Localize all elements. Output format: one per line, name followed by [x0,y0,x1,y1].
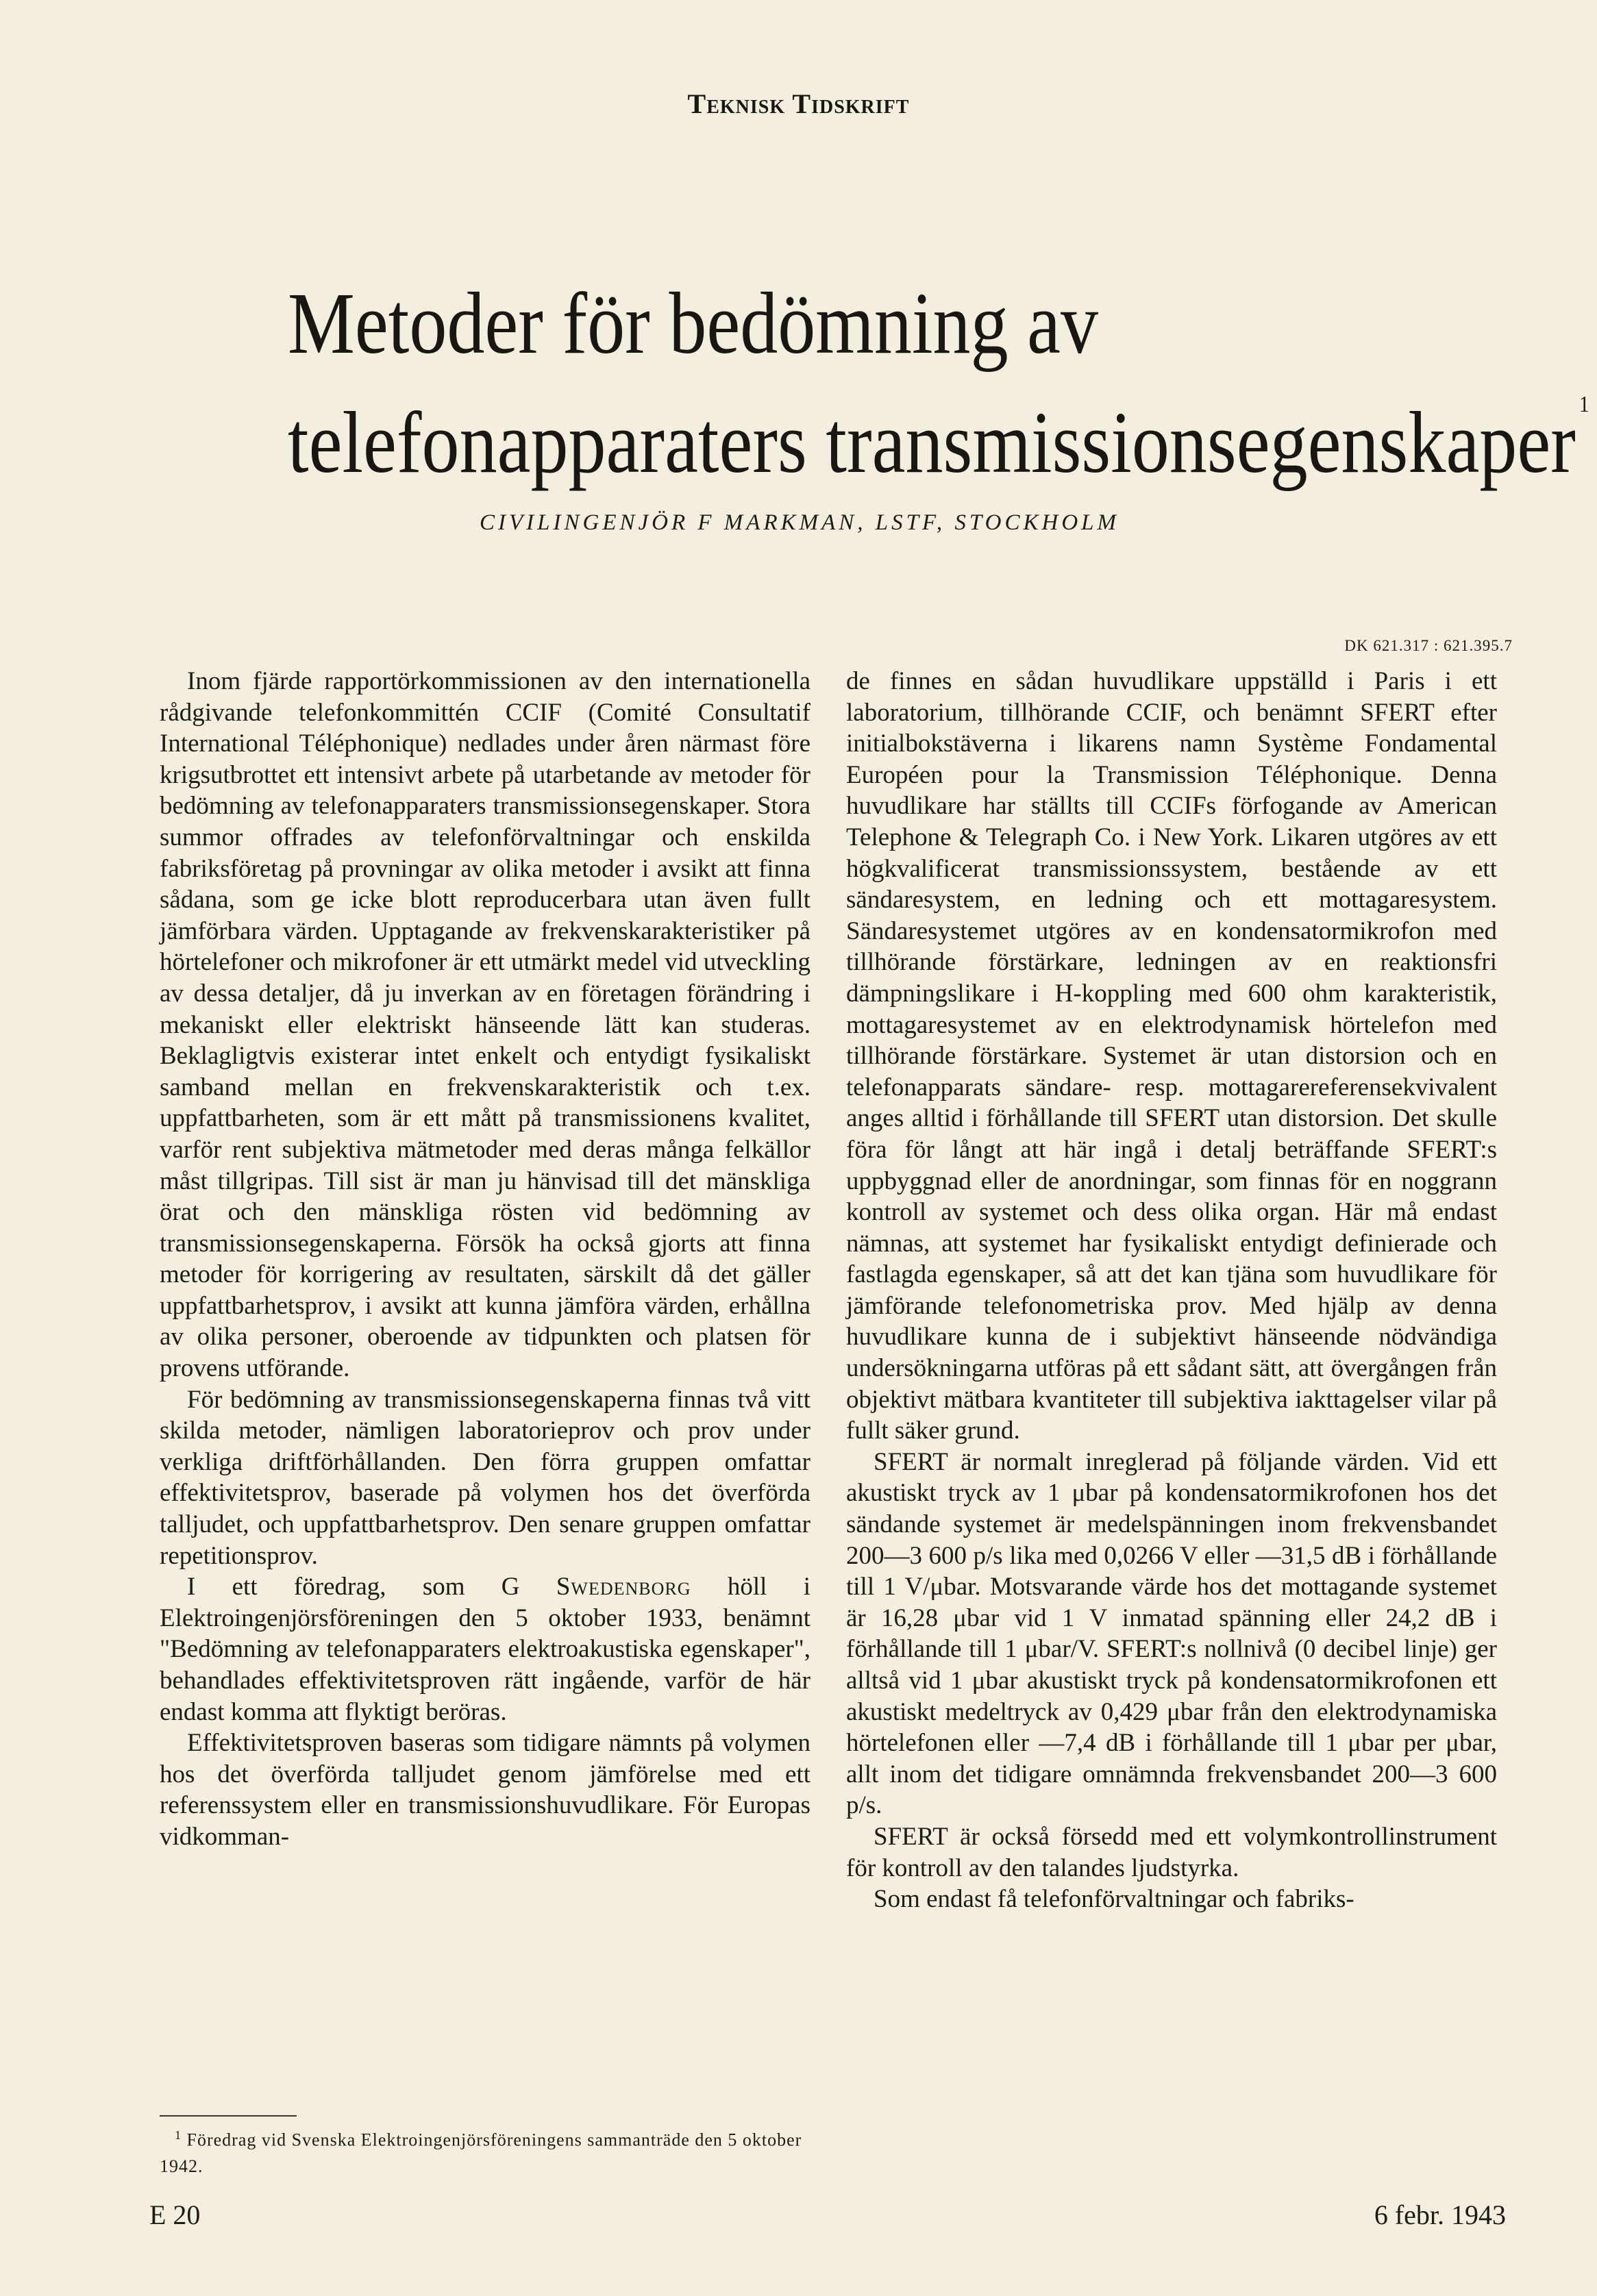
paragraph: För bedömning av transmissionsegenskaperna finnas två vitt skilda metoder, nämligen laboratorieprov och prov under verkliga driftförhållanden. Den förra gruppen omfattar effektivitetsprov, baserade på volymen hos det överförda talljudet, och uppfattbarhetsprov. Den senare gruppen omfattar repetitionsprov. [160,1385,810,1570]
paragraph: SFERT är också försedd med ett volymkontrollinstrument för kontroll av den talandes ljudstyrka. [846,1822,1497,1882]
paragraph: SFERT är normalt inreglerad på följande värden. Vid ett akustiskt tryck av 1 μbar på kondensatormikrofonen hos det sändande systemet är medelspänningen inom frekvensbandet 200—3 600 p/s lika med 0,0266 V eller —31,5 dB i förhållande till 1 V/μbar. Motsvarande värde hos det mottagande systemet är 16,28 μbar vid 1 V inmatad spänning eller 24,2 dB i förhållande till 1 μbar/V. SFERT:s nollnivå (0 decibel linje) ger alltså vid 1 μbar akustiskt tryck på kondensatormikrofonen ett akustiskt medeltryck av 0,429 μbar från den elektrodynamiska hörtelefonen eller —7,4 dB i förhållande till 1 μbar per μbar, allt inom det tidigare omnämnda frekvensbandet 200—3 600 p/s. [846,1447,1497,1820]
journal-header: Teknisk Tidskrift [687,88,910,119]
title-text-2: telefonapparaters transmissionsegenskaper [288,394,1576,491]
footnote [160,2122,810,2180]
footnote-text: Föredrag vid Svenska Elektroingenjörsföreningens sammanträde den 5 oktober 1942. [160,2130,802,2176]
article-title-line-2 [288,392,1589,491]
udc-classification: DK 621.317 : 621.395.7 [1344,637,1513,654]
body-column-right [846,666,1497,1915]
person-name: Swedenborg [556,1573,691,1601]
paragraph: Som endast få telefonförvaltningar och fabriks- [874,1885,1354,1914]
paragraph-text: höll i Elektroingenjörsföreningen den 5 oktober 1933, benämnt "Bedömning av telefonapparaters elektroakustiska egenskaper", behandlades effektivitetsproven rätt ingående, varför de här endast komma att flyktigt beröras. [160,1573,811,1726]
footnote-mark: 1 [175,2128,182,2142]
body-column-left [160,666,810,1853]
footnote-divider [160,2115,297,2117]
title-footnote-mark: 1 [1579,392,1589,417]
paragraph-text: I ett föredrag, som G [187,1573,556,1601]
page-number: E 20 [149,2199,201,2230]
title-text-1: Metoder för bedömning av [288,275,1099,372]
article-title-line-1 [288,275,1348,372]
author-line: CIVILINGENJÖR F MARKMAN, LSTF, STOCKHOLM [480,510,1119,535]
paragraph [160,1571,810,1727]
paragraph: de finnes en sådan huvudlikare uppställd i Paris i ett laboratorium, tillhörande CCIF, och benämnt SFERT efter initialbokstäverna i likarens namn Système Fondamental Européen pour la Transmission Téléphonique. Denna huvudlikare har ställts till CCIFs förfogande av American Telephone & Telegraph Co. i New York. Likaren utgöres av ett högkvalificerat transmissionssystem, bestående av ett sändaresystem, en ledning och ett mottagaresystem. Sändaresystemet utgöres av en kondensatormikrofon med tillhörande förstärkare, ledningen av en reaktionsfri dämpningslikare i H-koppling med 600 ohm karakteristik, mottagaresystemet av en elektrodynamisk hörtelefon med tillhörande förstärkare. Systemet är utan distorsion och en telefonapparats sändare- resp. mottagarereferensekvivalent anges alltid i förhållande till SFERT utan distorsion. Det skulle föra för långt att här ingå i detalj beträffande SFERT:s uppbyggnad eller de anordningar, som finnas för en noggrann kontroll av systemet och dess olika organ. Här må endast nämnas, att systemet har fysikaliskt entydigt definierade och fastlagda egenskaper, så att det kan tjäna som huvudlikare för jämförande telefonometriska prov. Med hjälp av denna huvudlikare kunna de i subjektivt hänseende nödvändiga undersökningarna utföras på ett sådant sätt, att övergången från objektivt mätbara kvantiteter till subjektiva iakttagelser vilar på fullt säker grund. [846,667,1497,1445]
issue-date: 6 febr. 1943 [1374,2199,1506,2230]
paragraph: Inom fjärde rapportörkommissionen av den internationella rådgivande telefonkommittén CCIF (Comité Consultatif International Téléphonique) nedlades under åren närmast före krigsutbrottet ett intensivt arbete på utarbetande av metoder för bedömning av telefonapparaters transmissionsegenskaper. Stora summor offrades av telefonförvaltningar och enskilda fabriksföretag på provningar av olika metoder i avsikt att finna sådana, som ge icke blott reproducerbara utan även fullt jämförbara värden. Upptagande av frekvenskarakteristiker på hörtelefoner och mikrofoner är ett utmärkt medel vid utveckling av dessa detaljer, då ju inverkan av en företagen förändring i mekaniskt eller elektriskt hänseende lätt kan studeras. Beklagligtvis existerar intet enkelt och entydigt fysikaliskt samband mellan en frekvenskarakteristik och t.ex. uppfattbarheten, som är ett mått på transmissionens kvalitet, varför rent subjektiva mätmetoder med deras många felkällor måst tillgripas. Till sist är man ju hänvisad till det mänskliga örat och den mänskliga rösten vid bedömning av transmissionsegenskaperna. Försök ha också gjorts att finna metoder för korrigering av resultaten, särskilt då det gäller uppfattbarhetsprov, i avsikt att kunna jämföra värden, erhållna av olika personer, oberoende av tidpunkten och platsen för provens utförande. [160,667,810,1383]
paragraph: Effektivitetsproven baseras som tidigare nämnts på volymen hos det överförda talljudet genom jämförelse med ett referenssystem eller en transmissionshuvudlikare. För Europas vidkomman- [160,1729,810,1851]
